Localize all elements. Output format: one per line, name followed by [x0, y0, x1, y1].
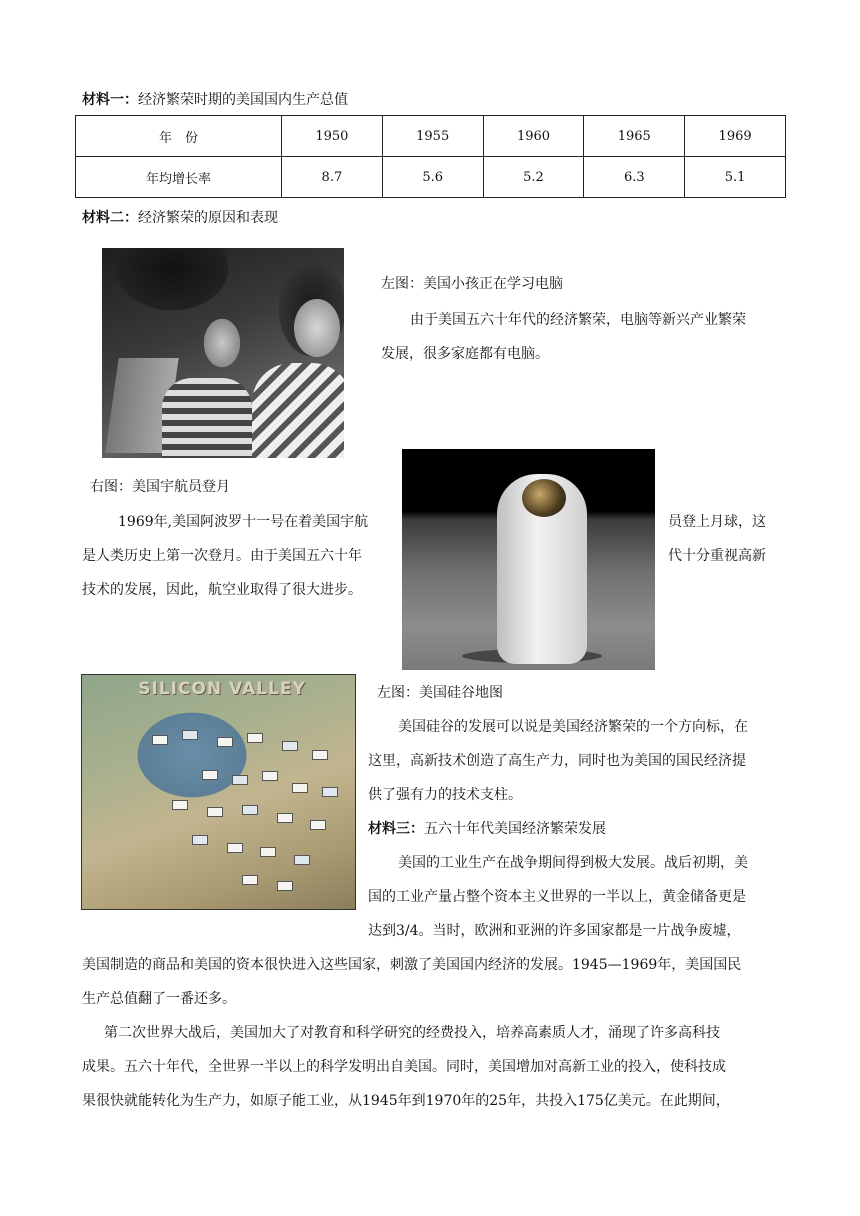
moon-text-line: 员登上月球，这: [668, 514, 766, 530]
material3-label: 材料三：: [368, 821, 424, 837]
moon-text-line: 技术的发展，因此，航空业取得了很大进步。: [82, 582, 362, 598]
table-cell-rate: 5.2: [483, 157, 584, 198]
map-company-tile: [310, 820, 326, 830]
table-header-rate: 年均增长率: [76, 157, 282, 198]
material3-text-line: 达到3/4。当时，欧洲和亚洲的许多国家都是一片战争废墟，: [368, 923, 741, 939]
table-cell-rate: 5.1: [685, 157, 786, 198]
map-title: SILICON VALLEY: [138, 679, 306, 699]
material2-title: 经济繁荣的原因和表现: [138, 210, 278, 226]
computer-text-line: 由于美国五六十年代的经济繁荣，电脑等新兴产业繁荣: [410, 312, 746, 328]
computer-caption: 左图：美国小孩正在学习电脑: [381, 276, 563, 292]
map-company-tile: [227, 843, 243, 853]
map-company-tile: [192, 835, 208, 845]
moon-caption: 右图：美国宇航员登月: [90, 479, 230, 495]
computer-text-line: 发展，很多家庭都有电脑。: [381, 346, 549, 362]
silicon-caption: 左图：美国硅谷地图: [377, 685, 503, 701]
map-company-tile: [277, 813, 293, 823]
boy-shirt-shape: [162, 378, 252, 458]
table-cell-year: 1960: [483, 116, 584, 157]
silicon-valley-map: [81, 674, 356, 910]
map-company-tile: [322, 787, 338, 797]
material1-label: 材料一：: [82, 92, 138, 108]
map-company-tile: [294, 855, 310, 865]
silicon-text-line: 美国硅谷的发展可以说是美国经济繁荣的一个方向标，在: [398, 719, 748, 735]
table-cell-year: 1955: [382, 116, 483, 157]
material1-title: 经济繁荣时期的美国国内生产总值: [138, 92, 348, 108]
material2-heading: [82, 208, 278, 228]
map-company-tile: [242, 875, 258, 885]
table-cell-year: 1969: [685, 116, 786, 157]
table-cell-year: 1965: [584, 116, 685, 157]
material3-text-line: 成果。五六十年代，全世界一半以上的科学发明出自美国。同时，美国增加对高新工业的投入，使科技成: [82, 1059, 726, 1075]
map-company-tile: [312, 750, 328, 760]
silicon-text-line: 供了强有力的技术支柱。: [368, 787, 522, 803]
moon-text-line: 1969年,美国阿波罗十一号在着美国宇航: [118, 514, 369, 530]
astronaut-visor-shape: [522, 479, 566, 517]
map-company-tile: [202, 770, 218, 780]
map-company-tile: [172, 800, 188, 810]
gdp-growth-table: [75, 115, 786, 198]
map-company-tile: [292, 783, 308, 793]
table-cell-rate: 5.6: [382, 157, 483, 198]
map-company-tile: [262, 771, 278, 781]
moon-landing-photo: [402, 449, 655, 670]
material3-text-line: 美国的工业生产在战争期间得到极大发展。战后初期，美: [398, 855, 748, 871]
table-cell-rate: 8.7: [282, 157, 383, 198]
map-company-tile: [282, 741, 298, 751]
map-company-tile: [182, 730, 198, 740]
map-company-tile: [247, 733, 263, 743]
table-row-rates: [76, 157, 786, 198]
table-cell-rate: 6.3: [584, 157, 685, 198]
material3-title: 五六十年代美国经济繁荣发展: [424, 821, 606, 837]
table-row-years: [76, 116, 786, 157]
material3-heading: [368, 812, 606, 846]
map-company-tile: [207, 807, 223, 817]
map-company-tile: [260, 847, 276, 857]
material3-text-line: 第二次世界大战后，美国加大了对教育和科学研究的经费投入，培养高素质人才，涌现了许多高科技: [104, 1025, 720, 1041]
material3-text-line: 果很快就能转化为生产力，如原子能工业，从1945年到1970年的25年，共投入175亿美元。在此期间，: [82, 1093, 730, 1109]
material3-text-line: 美国制造的商品和美国的资本很快进入这些国家，刺激了美国国内经济的发展。1945—1969年，美国国民: [82, 957, 742, 973]
table-header-year: 年 份: [76, 116, 282, 157]
girl-shirt-shape: [252, 363, 344, 458]
material2-label: 材料二：: [82, 210, 138, 226]
map-company-tile: [242, 805, 258, 815]
moon-text-line: 代十分重视高新: [668, 548, 766, 564]
silicon-text-line: 这里，高新技术创造了高生产力，同时也为美国的国民经济提: [368, 753, 746, 769]
map-company-tile: [152, 735, 168, 745]
moon-text-line: 是人类历史上第一次登月。由于美国五六十年: [82, 548, 362, 564]
material1-heading: [82, 90, 348, 110]
material3-text-line: 国的工业产量占整个资本主义世界的一半以上，黄金储备更是: [368, 889, 746, 905]
map-company-tile: [217, 737, 233, 747]
kids-computer-photo: [102, 248, 344, 458]
material3-text-line: 生产总值翻了一番还多。: [82, 991, 236, 1007]
map-company-tile: [277, 881, 293, 891]
map-company-tile: [232, 775, 248, 785]
table-cell-year: 1950: [282, 116, 383, 157]
